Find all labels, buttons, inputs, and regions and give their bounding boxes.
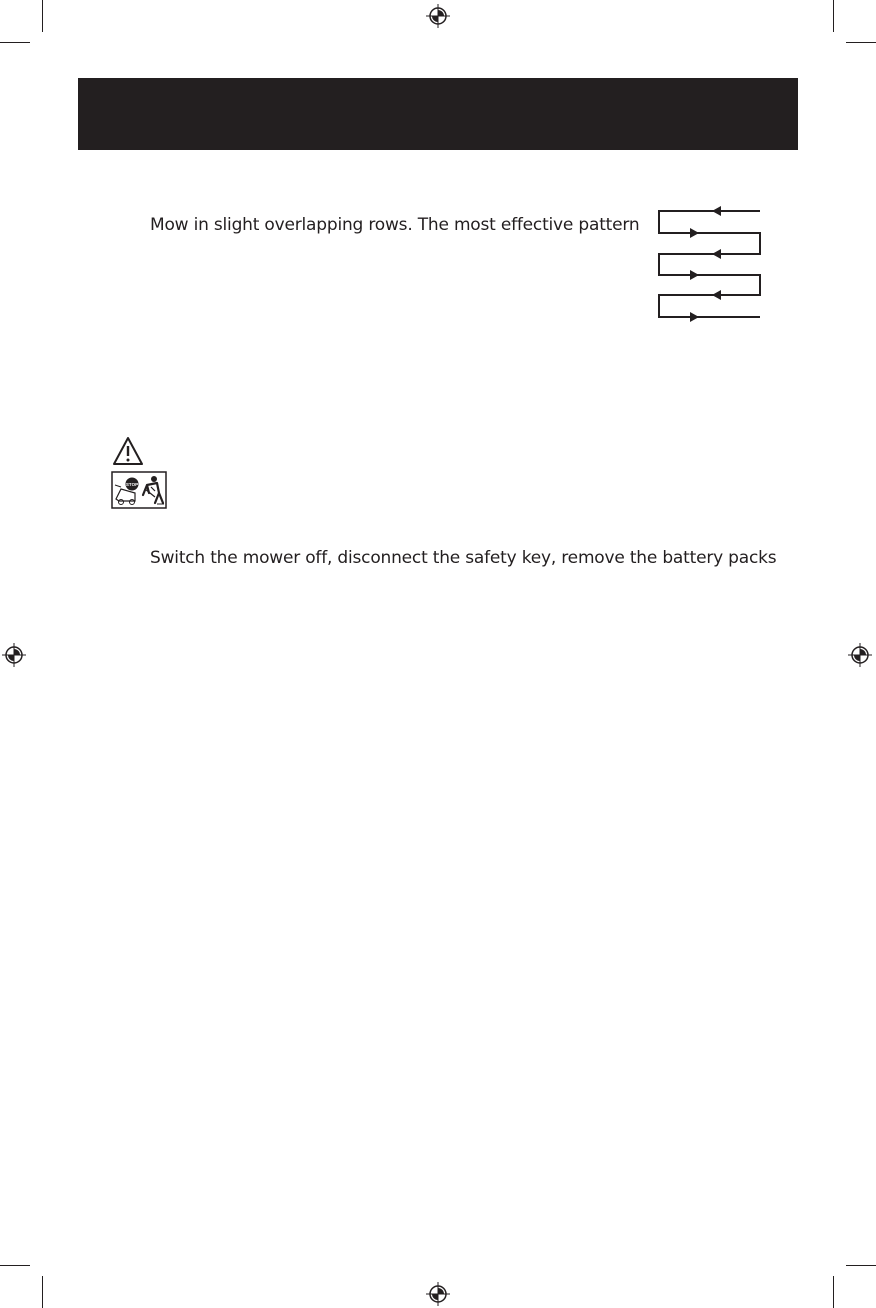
crop-mark [833, 0, 834, 32]
stop-mower-pictogram-icon [111, 471, 167, 509]
mowing-pattern-text: Mow in slight overlapping rows. The most effective pattern [150, 215, 640, 235]
crop-mark [846, 1265, 876, 1266]
crop-mark [42, 0, 43, 32]
crop-mark [846, 42, 876, 43]
crop-mark [0, 1265, 30, 1266]
stop-sign-label: STOP [125, 482, 139, 487]
switch-off-text: Switch the mower off, disconnect the safety key, remove the battery packs [150, 548, 777, 568]
registration-mark-icon [426, 1282, 450, 1306]
crop-mark [833, 1276, 834, 1308]
crop-mark [42, 1276, 43, 1308]
crop-mark [0, 42, 30, 43]
warning-triangle-icon [112, 436, 144, 466]
section-header-band [78, 78, 798, 150]
registration-mark-icon [2, 643, 26, 667]
mowing-pattern-diagram [652, 204, 764, 324]
registration-mark-icon [848, 643, 872, 667]
registration-mark-icon [426, 4, 450, 28]
